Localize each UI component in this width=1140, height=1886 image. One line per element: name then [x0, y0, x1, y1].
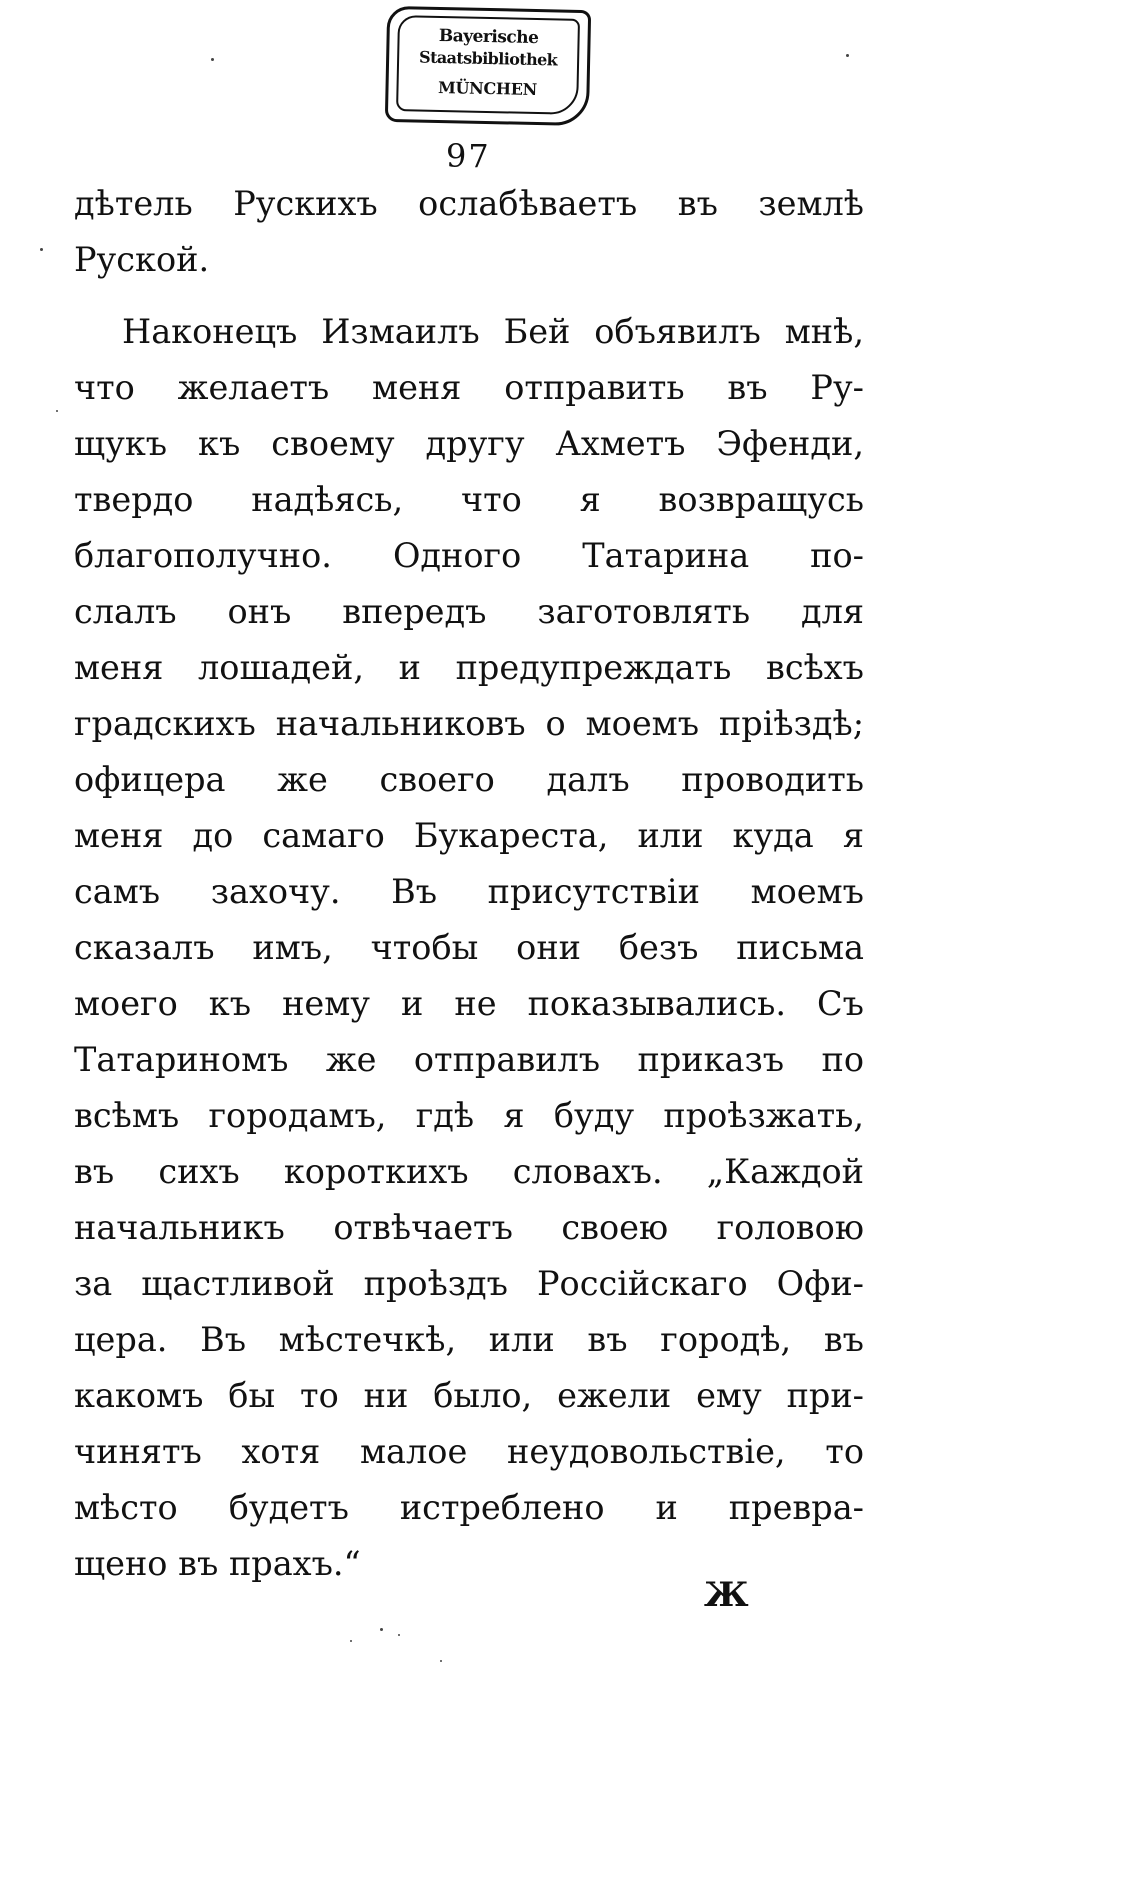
paragraph [74, 304, 864, 1592]
library-stamp-inner [396, 15, 580, 115]
text-line: твердо надѣясь, что я возвращусь [74, 480, 864, 519]
text-line: что желаетъ меня отправить въ Ру- [74, 368, 864, 407]
text-line: слалъ онъ впередъ заготовлять для [74, 592, 864, 631]
text-line: сказалъ имъ, чтобы они безъ письма [74, 928, 864, 967]
text-line: дѣтель Рускихъ ослабѣваетъ въ землѣ [74, 184, 864, 223]
stamp-line-3: MÜNCHEN [437, 77, 538, 100]
text-line: моего къ нему и не показывались. Съ [74, 984, 864, 1023]
page-number: 97 [446, 137, 491, 175]
text-line: градскихъ начальниковъ о моемъ пріѣздѣ; [74, 704, 864, 743]
text-line: благополучно. Одного Татарина по- [74, 536, 864, 575]
text-line: щено въ прахъ.“ [74, 1544, 361, 1583]
stamp-line-1: Bayerische [438, 25, 539, 49]
text-line: офицера же своего далъ проводить [74, 760, 864, 799]
scan-speck [350, 1640, 352, 1642]
text-line: цера. Въ мѣстечкѣ, или въ городѣ, въ [74, 1320, 864, 1359]
catchword: Ж [704, 1575, 749, 1615]
scan-speck [846, 54, 849, 57]
text-line: меня лошадей, и предупреждать всѣхъ [74, 648, 864, 687]
text-line: всѣмъ городамъ, гдѣ я буду проѣзжать, [74, 1096, 864, 1135]
text-line: Наконецъ Измаилъ Бей объявилъ мнѣ, [122, 312, 864, 351]
text-line: щукъ къ своему другу Ахметъ Эфенди, [74, 424, 864, 463]
scan-speck [211, 58, 214, 61]
library-stamp [385, 6, 591, 126]
text-line: самъ захочу. Въ присутствіи моемъ [74, 872, 864, 911]
text-line: мѣсто будетъ истреблено и превра- [74, 1488, 864, 1527]
scan-speck [40, 248, 43, 251]
scan-speck [440, 1660, 442, 1662]
scan-speck [398, 1634, 400, 1636]
text-line: Руской. [74, 240, 210, 279]
text-line: меня до самаго Букареста, или куда я [74, 816, 864, 855]
text-line: за щастливой проѣздъ Россійскаго Офи- [74, 1264, 864, 1303]
text-line: какомъ бы то ни было, ежели ему при- [74, 1376, 864, 1415]
paragraph [74, 176, 864, 288]
scan-speck [56, 410, 58, 412]
text-line: начальникъ отвѣчаетъ своею головою [74, 1208, 864, 1247]
body-text [74, 176, 864, 1592]
text-line: Татариномъ же отправилъ приказъ по [74, 1040, 864, 1079]
scan-speck [380, 1628, 383, 1631]
text-line: чинятъ хотя малое неудовольствіе, то [74, 1432, 864, 1471]
text-line: въ сихъ короткихъ словахъ. „Каждой [74, 1152, 864, 1191]
stamp-line-2: Staatsbibliothek [418, 47, 558, 70]
